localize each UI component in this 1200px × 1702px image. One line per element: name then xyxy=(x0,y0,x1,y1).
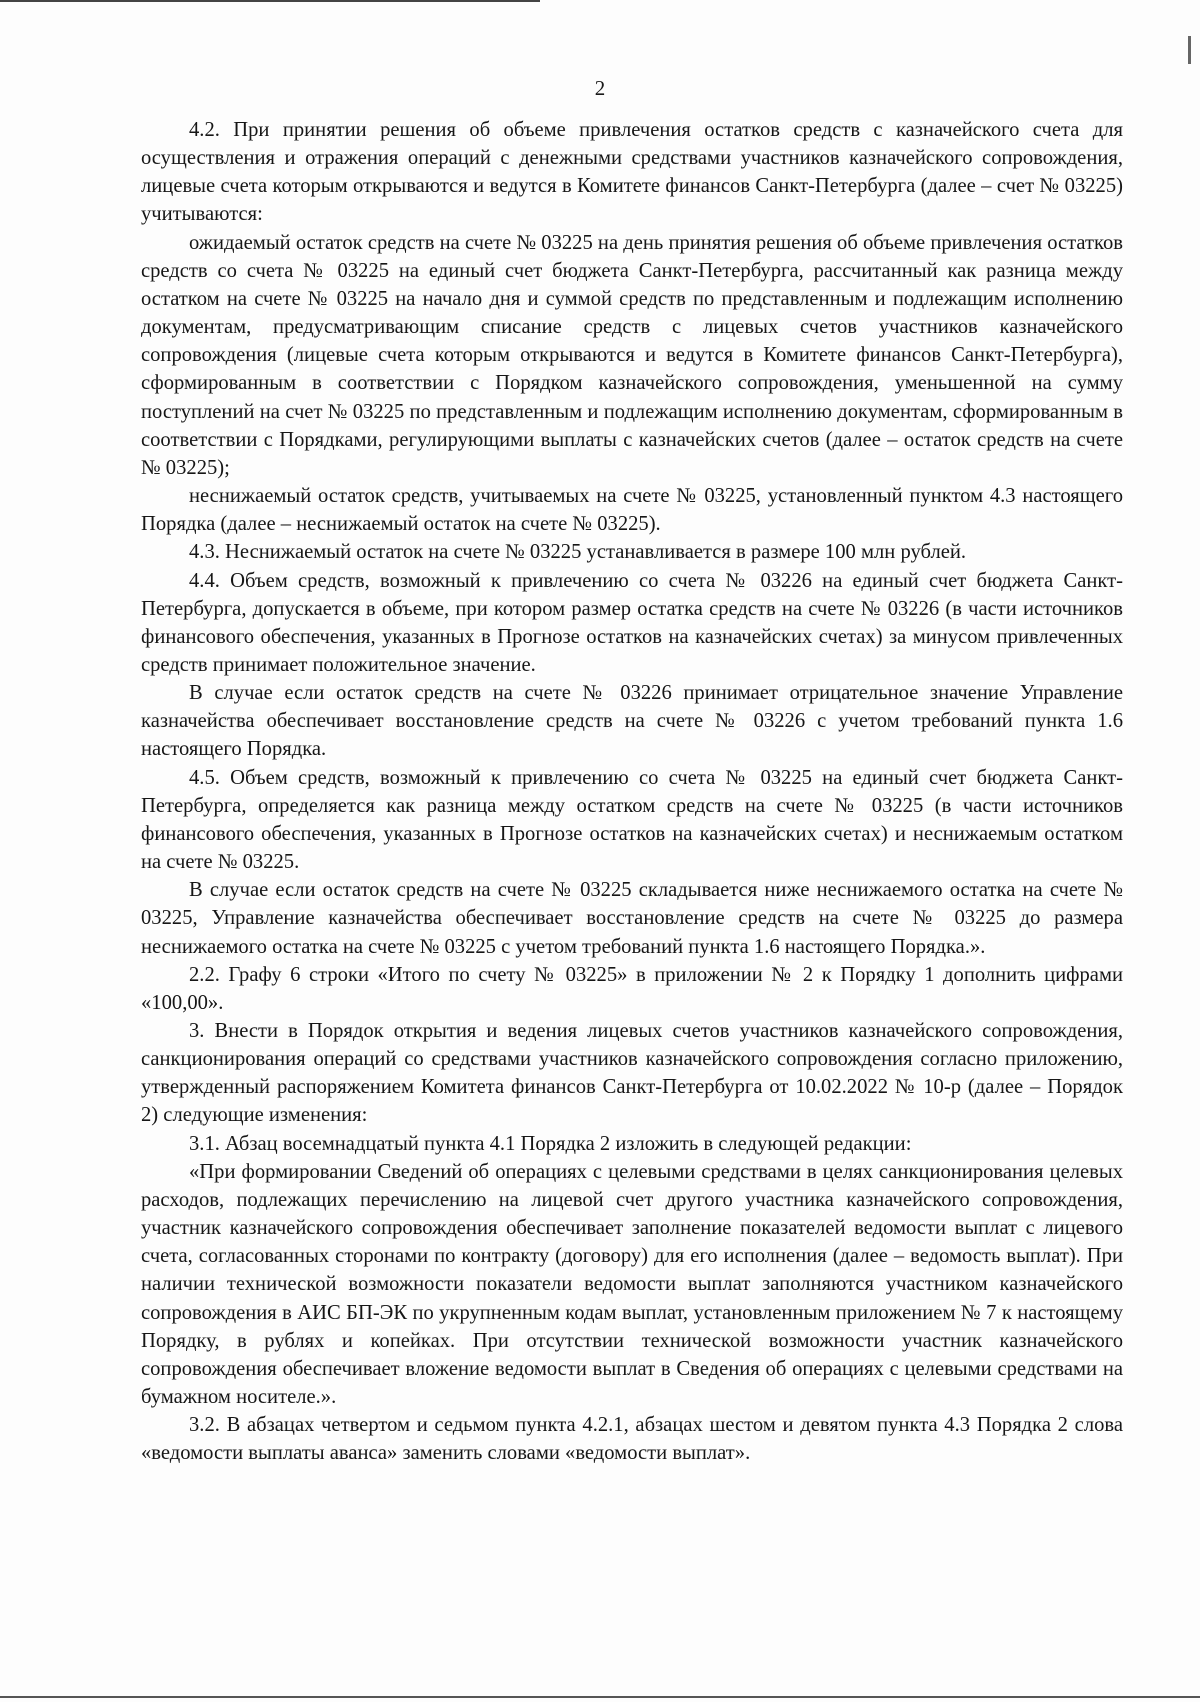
paragraph-below-minimum: В случае если остаток средств на счете № 03225 складывается ниже неснижаемого остатка на счете № 03225, Управление казначейства обеспечивает восстановление средств на счете № 03225 до размера неснижаемого остатка на счете № 03225 с учетом требований пункта 1.6 настоящего Порядка.». xyxy=(141,879,1123,958)
paragraph-4-2: 4.2. При принятии решения об объеме привлечения остатков средств с казначейского счета для осуществления и отражения операций с денежными средствами участников казначейского сопровождения, лицевые счета которым открываются и ведутся в Комитете финансов Санкт-Петербурга (далее – счет № 03225) учитываются: xyxy=(141,119,1123,226)
scan-mark xyxy=(1188,36,1191,64)
paragraph-quoted-edition: «При формировании Сведений об операциях с целевыми средствами в целях санкционирования целевых расходов, подлежащих перечислению на лицевой счет другого участника казначейского сопровождения, участник казначейского сопровождения обеспечивает заполнение показателей ведомости выплат с лицевого счета, согласованных сторонами по контракту (договору) для его исполнения (далее – ведомость выплат). При наличии технической возможности показатели ведомости выплат заполняются участником казначейского сопровождения в АИС БП-ЭК по укрупненным кодам выплат, установленным приложением № 7 к настоящему Порядку, в рублях и копейках. При отсутствии технической возможности участник казначейского сопровождения обеспечивает вложение ведомости выплат в Сведения об операциях с целевыми средствами на бумажном носителе.». xyxy=(141,1160,1123,1409)
paragraph-2-2: 2.2. Графу 6 строки «Итого по счету № 03225» в приложении № 2 к Порядку 1 дополнить цифрами «100,00». xyxy=(141,963,1123,1014)
scan-edge-bottom xyxy=(0,1696,1200,1698)
paragraph-minimum-balance: неснижаемый остаток средств, учитываемых на счете № 03225, установленный пунктом 4.3 настоящего Порядка (далее – неснижаемый остаток на счете № 03225). xyxy=(141,485,1123,536)
paragraph-3: 3. Внести в Порядок открытия и ведения лицевых счетов участников казначейского сопровождения, санкционирования операций со средствами участников казначейского сопровождения согласно приложению, утвержденный распоряжением Комитета финансов Санкт-Петербурга от 10.02.2022 № 10-р (далее – Порядок 2) следующие изменения: xyxy=(141,1020,1123,1127)
page-number: 2 xyxy=(594,76,606,100)
paragraph-4-5: 4.5. Объем средств, возможный к привлечению со счета № 03225 на единый счет бюджета Санкт-Петербурга, определяется как разница между остатком средств на счете № 03225 (в части источников финансового обеспечения, указанных в Прогнозе остатков на казначейских счетах) и неснижаемым остатком на счете № 03225. xyxy=(141,766,1123,874)
document-body xyxy=(141,116,1123,1468)
paragraph-4-3: 4.3. Неснижаемый остаток на счете № 03225 устанавливается в размере 100 млн рублей. xyxy=(189,541,967,564)
paragraph-expected-balance: ожидаемый остаток средств на счете № 03225 на день принятия решения об объеме привлечения остатков средств со счета № 03225 на единый счет бюджета Санкт-Петербурга, рассчитанный как разница между остатком на счете № 03225 на начало дня и суммой средств по представленным и подлежащим исполнению документам, предусматривающим списание средств с лицевых счетов участников казначейского сопровождения (лицевые счета которым открываются и ведутся в Комитете финансов Санкт-Петербурга), сформированным в соответствии с Порядком казначейского сопровождения, уменьшенной на сумму поступлений на счет № 03225 по представленным и подлежащим исполнению документам, сформированным в соответствии с Порядками, регулирующими выплаты с казначейских счетов (далее – остаток средств на счете № 03225); xyxy=(141,231,1123,479)
paragraph-negative-balance: В случае если остаток средств на счете № 03226 принимает отрицательное значение Управление казначейства обеспечивает восстановление средств на счете № 03226 с учетом требований пункта 1.6 настоящего Порядка. xyxy=(141,682,1123,761)
paragraph-3-2: 3.2. В абзацах четвертом и седьмом пункта 4.2.1, абзацах шестом и девятом пункта 4.3 Порядка 2 слова «ведомости выплаты аванса» заменить словами «ведомости выплат». xyxy=(141,1414,1123,1465)
paragraph-4-4: 4.4. Объем средств, возможный к привлечению со счета № 03226 на единый счет бюджета Санкт-Петербурга, допускается в объеме, при котором размер остатка средств на счете № 03226 (в части источников финансового обеспечения, указанных в Прогнозе остатков на казначейских счетах) за минусом привлеченных средств принимает положительное значение. xyxy=(141,569,1123,676)
scan-edge-top xyxy=(0,0,540,2)
paragraph-3-1: 3.1. Абзац восемнадцатый пункта 4.1 Порядка 2 изложить в следующей редакции: xyxy=(189,1132,912,1155)
